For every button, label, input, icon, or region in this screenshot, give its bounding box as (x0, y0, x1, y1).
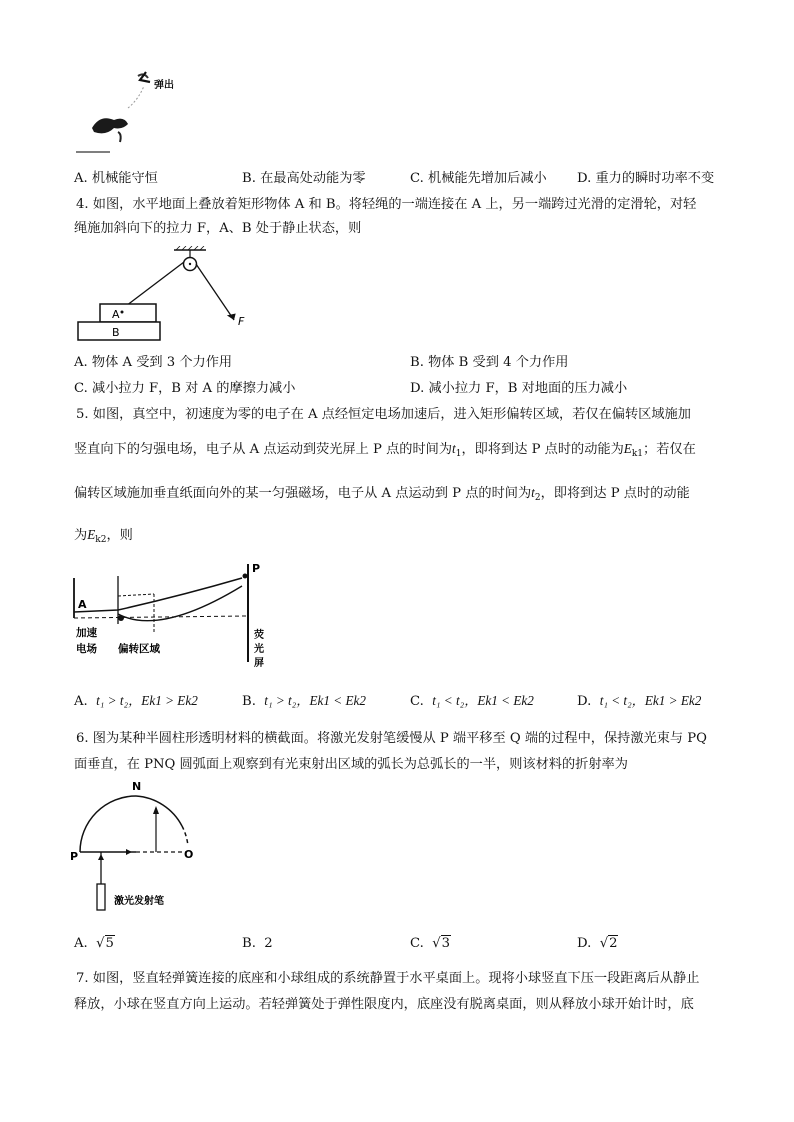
q6-label-pen: 激光发射笔 (114, 896, 164, 907)
q6-arc-dashed (182, 826, 188, 846)
q3-option-b: B. 在最高处动能为零 (242, 171, 366, 186)
q5-option-b: B. t₁ > t₂，Ek1 < Ek2 (242, 693, 366, 709)
q6-option-a: A. √5 (74, 936, 114, 951)
q4-stem-line2: 绳施加斜向下的拉力 F，A、B 处于静止状态，则 (74, 221, 362, 236)
q5-stem-line3: 偏转区域施加垂直纸面向外的某一匀强磁场，电子从 A 点运动到 P 点的时间为$t_2$，即将到达 P 点时的动能 (74, 485, 690, 503)
q7-stem-line2: 释放，小球在竖直方向上运动。若轻弹簧处于弹性限度内，底座没有脱离桌面，则从释放小球开始计时，底 (74, 997, 694, 1012)
q5-stem-line4: 为$E_{k2}$，则 (74, 527, 133, 545)
q5-label-p: P (252, 562, 261, 575)
q6-laser-pen-icon (97, 884, 105, 910)
q5-label-a: A (78, 598, 87, 611)
q5-point-p (243, 574, 248, 579)
q4-option-b: B. 物体 B 受到 4 个力作用 (410, 355, 569, 370)
q4-force-arrow (227, 314, 237, 322)
q3-trajectory (128, 86, 144, 108)
q3-option-a: A. 机械能守恒 (74, 171, 158, 186)
q6-label-p: P (70, 850, 79, 863)
q5-option-c: C. t₁ < t₂，Ek1 < Ek2 (410, 693, 534, 709)
q5-option-a: A. t₁ > t₂，Ek1 > Ek2 (74, 693, 198, 709)
q5-label-deflect: 偏转区域 (118, 643, 160, 655)
q5-region-top (118, 594, 154, 596)
q6-option-b: B. 2 (242, 936, 273, 951)
q6-stem-line1: 6. 图为某种半圆柱形透明材料的横截面。将激光发射笔缓慢从 P 端平移至 Q 端的过程中，保持激光束与 PQ (76, 731, 707, 746)
q6-label-n: N (132, 780, 142, 793)
q5-figure (70, 556, 280, 680)
q4-rope-attach (121, 311, 124, 314)
q6-arc-left (80, 796, 136, 852)
q4-option-a: A. 物体 A 受到 3 个力作用 (74, 355, 233, 370)
q3-option-d: D. 重力的瞬时功率不变 (577, 171, 715, 186)
q4-rope-right (196, 264, 234, 320)
q5-axis (74, 616, 246, 618)
q5-label-accel-2: 电场 (76, 643, 97, 655)
q4-force-label: F (238, 315, 245, 328)
q3-tail (118, 132, 121, 142)
q4-block-b-label: B (112, 326, 120, 339)
q6-stem-line2: 面垂直，在 PNQ 圆弧面上观察到有光束射出区域的弧长为总弧长的一半，则该材料的折射率为 (74, 757, 628, 772)
q3-option-c: C. 机械能先增加后减小 (410, 171, 547, 186)
q3-figure (70, 68, 200, 158)
q6-option-c: C. √3 (410, 936, 450, 951)
q5-trajectory-field (74, 578, 242, 612)
q6-direction-arrow (126, 849, 132, 855)
q4-figure (74, 246, 274, 346)
q4-pulley-axle (189, 263, 191, 265)
q6-figure (70, 776, 210, 918)
q7-stem-line1: 7. 如图，竖直轻弹簧连接的底座和小球组成的系统静置于水平桌面上。现将小球竖直下压一段距离后从静止 (76, 971, 700, 986)
q6-laser-arrow (98, 854, 104, 860)
q6-label-o: O (184, 848, 194, 861)
q5-stem-line2: 竖直向下的匀强电场，电子从 A 点运动到荧光屏上 P 点的时间为$t_1$，即将到达 P 点时的动能为$E_{k1}$；若仅在 (74, 441, 696, 459)
q4-option-c: C. 减小拉力 F，B 对 A 的摩擦力减小 (74, 381, 296, 396)
q4-block-a-label: A (112, 308, 120, 321)
q5-electron-dot (118, 615, 124, 621)
q3-animal-silhouette (92, 118, 128, 133)
q5-stem-line1: 5. 如图，真空中，初速度为零的电子在 A 点经恒定电场加速后，进入矩形偏转区域，若仅在偏转区域施加 (76, 407, 691, 422)
q4-block-a (100, 304, 156, 322)
q6-option-d: D. √2 (577, 936, 618, 951)
q5-option-d: D. t₁ < t₂，Ek1 > Ek2 (577, 693, 702, 709)
q5-label-screen-1: 荧 (254, 630, 264, 641)
q4-option-d: D. 减小拉力 F，B 对地面的压力减小 (410, 381, 628, 396)
q5-label-screen-3: 屏 (254, 658, 264, 669)
q3-figure-label: 弹出 (154, 80, 174, 91)
q6-arc-right (136, 796, 182, 826)
q5-label-screen-2: 光 (254, 644, 264, 655)
q6-beam-arrow (153, 806, 159, 814)
q4-stem-line1: 4. 如图，水平地面上叠放着矩形物体 A 和 B。将轻绳的一端连接在 A 上，另一端跨过光滑的定滑轮，对轻 (76, 197, 697, 212)
q5-trajectory-magnetic (118, 586, 242, 621)
q5-label-accel-1: 加速 (76, 627, 97, 639)
